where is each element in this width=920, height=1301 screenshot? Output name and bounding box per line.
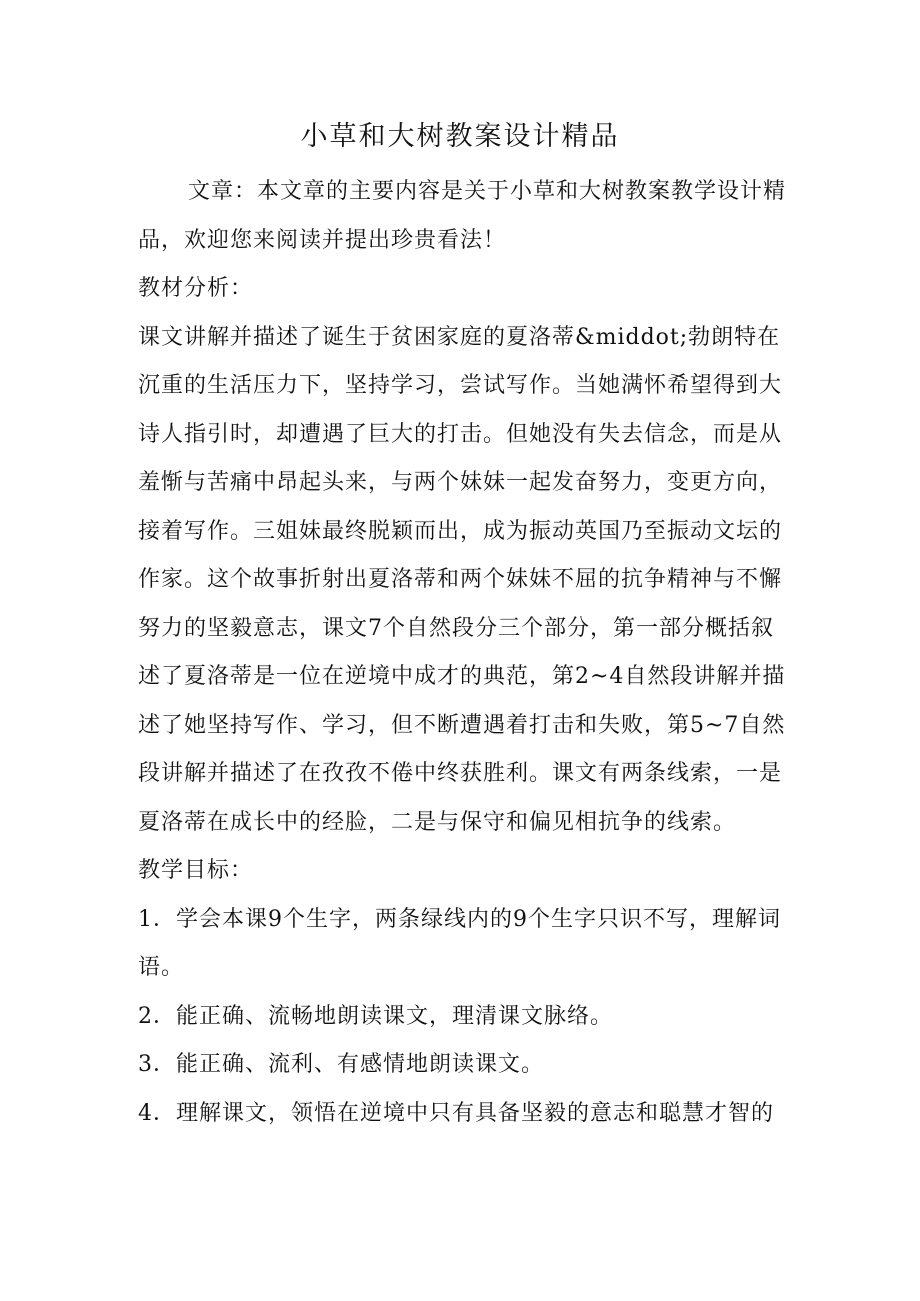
document-body [138,168,788,1138]
intro-paragraph: 文章：本文章的主要内容是关于小草和大树教案教学设计精品，欢迎您来阅读并提出珍贵看法！ [138,179,787,253]
section-heading-goals: 教学目标： [138,858,254,883]
goal-item-2: 2．能正确、流畅地朗读课文，理清课文脉络。 [138,1003,613,1029]
goal-item-3: 3．能正确、流利、有感情地朗读课文。 [138,1052,544,1077]
analysis-paragraph: 课文讲解并描述了诞生于贫困家庭的夏洛蒂&middot;勃朗特在沉重的生活压力下，坚持学习，尝试写作。当她满怀希望得到大诗人指引时，却遭遇了巨大的打击。但她没有失去信念，而是从羞惭与苦痛中昂起头来，与两个妹妹一起发奋努力，变更方向，接着写作。三姐妹最终脱颖而出，成为振动英国乃至振动文坛的作家。这个故事折射出夏洛蒂和两个妹妹不屈的抗争精神与不懈努力的坚毅意志，课文7个自然段分三个部分，第一部分概括叙述了夏洛蒂是一位在逆境中成才的典范，第2~4自然段讲解并描述了她坚持写作、学习，但不断遭遇着打击和失败，第5~7自然段讲解并描述了在孜孜不倦中终获胜利。课文有两条线索，一是夏洛蒂在成长中的经脸，二是与保守和偏见相抗争的线索。 [138,324,786,835]
goal-item-4: 4．理解课文，领悟在逆境中只有具备坚毅的意志和聪慧才智的 [138,1100,774,1126]
document-title: 小草和大树教案设计精品 [300,121,620,152]
goal-item-1: 1．学会本课9个生字，两条绿线内的9个生字只识不写，理解词语。 [138,906,781,980]
section-heading-analysis: 教材分析： [138,276,254,301]
